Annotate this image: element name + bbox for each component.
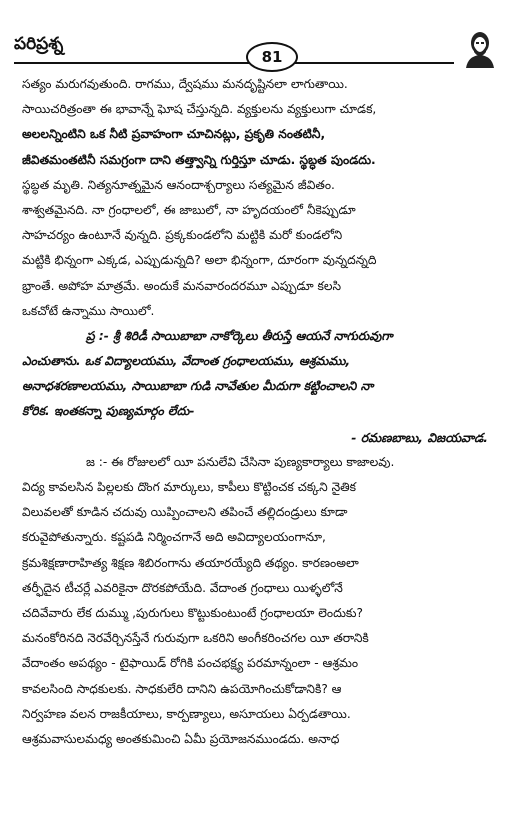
book-title: పరిప్రశ్న xyxy=(14,34,64,54)
text-line: అలలన్నింటిని ఒక నీటి ప్రవాహంగా చూచినట్లు, ప్రకృతి నంతటినీ, xyxy=(22,127,326,142)
text-line: క్రమశిక్షణారాహిత్య శిక్షణ శిబిరంగాను తయారయ్యేది తథ్యం. కారణంఅలా xyxy=(22,555,359,570)
text-line: మట్టికి భిన్నంగా ఎక్కడ, ఎప్పుడున్నది? అలా భిన్నంగా, దూరంగా వున్నదన్నది xyxy=(22,253,377,268)
text-line: జ :- ఈ రోజులలో యీ పనులేవి చేసినా పుణ్యకార్యాలు కాజాలవు. xyxy=(86,454,395,469)
page-body xyxy=(22,72,496,752)
text-line: భ్రాంతే. అపోహ మాత్రమే. అందుకే మనవారందరమూ ఎప్పుడూ కలసి xyxy=(22,278,342,293)
page-number: 81 xyxy=(246,42,298,72)
paragraph-intro xyxy=(22,72,496,324)
header-rule xyxy=(14,62,454,64)
text-line: కావలసింది సాధకులకు. సాధకులేరి దానిని ఉపయోగించుకోడానికి? ఆ xyxy=(22,681,342,696)
text-line: కరువైపోతున్నారు. కష్టపడి నిర్మించగానే అది అవిద్యాలయంగానూ, xyxy=(22,530,326,545)
text-line: జీవితమంతటినీ సమగ్రంగా దాని తత్త్వాన్ని గుర్తిస్తూ చూడు. స్థబ్ధత పుండదు. xyxy=(22,152,376,167)
text-line: అనాధశరణాలయము, సాయిబాబా గుడి నావేతుల మీదుగా కట్టించాలని నా xyxy=(22,379,374,394)
text-line: విలువలతో కూడిన చదువు యిప్పించాలని తపించే తల్లిదండ్రులు కూడా xyxy=(22,505,348,520)
text-line: ఆశ్రమవాసులమధ్య అంతకుమించి ఏమీ ప్రయోజనముండదు. అనాధ xyxy=(22,731,340,746)
text-line: కోరిక. ఇంతకన్నా పుణ్యమార్గం లేదు- xyxy=(22,404,195,419)
author-portrait-icon xyxy=(460,28,500,68)
reader-question xyxy=(22,324,496,425)
text-line: తర్ఫీదైన టీచర్లే ఎవరికైనా దొరకపోయేది. వేదాంత గ్రంధాలు యిళ్ళలోనే xyxy=(22,580,343,595)
text-line: సత్యం మరుగవుతుంది. రాగము, ద్వేషము మనదృష్టినలా లాగుతాయి. xyxy=(22,77,348,91)
answer-paragraph xyxy=(22,450,496,752)
text-line: శాశ్వతమైనది. నా గ్రంధాలలో, ఈ జాబులో, నా హృదయంలో నీకెప్పుడూ xyxy=(22,202,356,217)
text-line: చదివేవారు లేక దుమ్ము ,పురుగులు కొట్టుకుంటుంటే గ్రంధాలయా లెందుకు? xyxy=(22,605,363,620)
text-line: సాహచర్యం ఉంటూనే వున్నది. ప్రక్కకుండలోని మట్టికి మరో కుండలోని xyxy=(22,228,343,243)
page-header xyxy=(14,20,506,68)
text-line: ప్ర :- శ్రీ శిరిడీ సాయిబాబా నాకోర్కెలు తీరుస్తే ఆయనే నాగురువుగా xyxy=(86,328,393,343)
text-line: సాయిచరిత్రంతా ఈ భావాన్నే ఘోష చేస్తున్నది. వ్యక్తులను వ్యక్తులుగా చూడక, xyxy=(22,102,377,117)
text-line: మనంకోరినది నెరవేర్చినస్తేనే గురువుగా ఒకరిని అంగీకరించగల యీ తరానికి xyxy=(22,631,369,646)
text-line: స్థబ్ధత మృతి. నిత్యనూత్నమైన ఆనందాశ్చర్యాలు సత్యమైన జీవితం. xyxy=(22,177,335,192)
text-line: విద్య కావలసిన పిల్లలకు దొంగ మార్కులు, కాపీలు కొట్టించక చక్కని నైతిక xyxy=(22,480,357,494)
text-line: ఒకచోటే ఉన్నాము సాయిలో. xyxy=(22,303,155,318)
text-line: వేదాంతం అపథ్యం - టైఫాయిడ్ రోగికి పంచభక్ష్య పరమాన్నంలా - ఆశ్రమం xyxy=(22,656,359,671)
text-line: నిర్వహణ వలన రాజకీయాలు, కార్పణ్యాలు, అసూయలు ఏర్పడతాయి. xyxy=(22,706,351,721)
question-signature: - రమణబాబు, విజయవాడ. xyxy=(351,429,488,445)
text-line: ఎంచుతాను. ఒక విద్యాలయము, వేదాంత గ్రంధాలయము, ఆశ్రమము, xyxy=(22,354,351,369)
